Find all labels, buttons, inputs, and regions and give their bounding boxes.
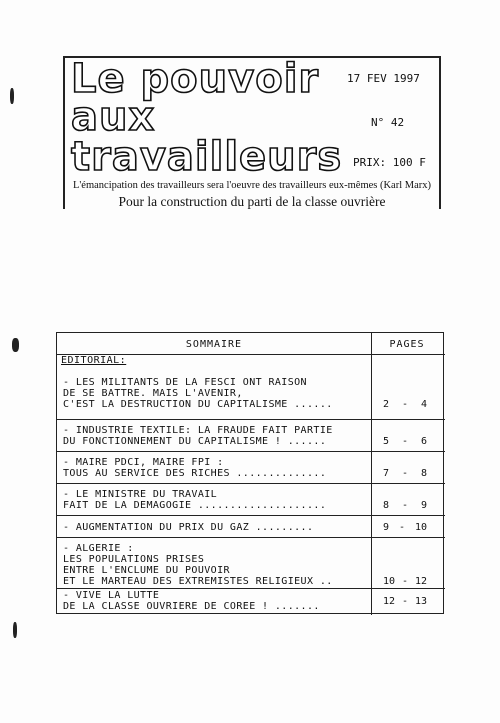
title-line-1: Le pouvoir (71, 56, 320, 102)
toc-entry-pages (371, 522, 443, 533)
issue-date: 17 FEV 1997 (347, 72, 420, 85)
motto: L'émancipation des travailleurs sera l'oeuvre des travailleurs eux-mêmes (Karl Marx) (72, 180, 431, 191)
toc-entry-pages (371, 399, 443, 410)
table-of-contents (56, 332, 444, 614)
page-end: 4 (420, 399, 427, 410)
page-dash: - (401, 576, 409, 587)
scan-speck (12, 338, 19, 352)
title-line-2: aux (71, 94, 156, 140)
entry-separator (57, 451, 445, 452)
issue-price: PRIX: 100 F (353, 156, 426, 169)
toc-entry-text: - MAIRE PDCI, MAIRE FPI : TOUS AU SERVICE DES RICHES .............. (63, 457, 327, 479)
scan-speck (13, 622, 17, 638)
toc-header-pages: PAGES (389, 339, 425, 350)
page-end: 9 (420, 500, 427, 511)
entry-separator (57, 537, 445, 538)
page-start: 8 (383, 500, 390, 511)
entry-separator (57, 588, 445, 589)
toc-entry-pages (371, 576, 443, 587)
newspaper-title (65, 56, 343, 180)
toc-header (57, 333, 445, 355)
page-dash: - (401, 399, 409, 410)
masthead (63, 56, 441, 209)
toc-entry-text: - LES MILITANTS DE LA FESCI ONT RAISON DE SE BATTRE. MAIS L'AVENIR, C'EST LA DESTRUCTION DU CAPITALISME ...... (63, 377, 333, 410)
toc-entry-text: - INDUSTRIE TEXTILE: LA FRAUDE FAIT PARTIE DU FONCTIONNEMENT DU CAPITALISME ! ...... (63, 425, 333, 447)
page-start: 5 (383, 436, 390, 447)
subtitle: Pour la construction du parti de la classe ouvrière (118, 194, 386, 209)
entry-separator (57, 483, 445, 484)
toc-entry-pages (371, 500, 443, 511)
issue-info (347, 58, 439, 180)
page-start: 10 (383, 576, 396, 587)
issue-number: N° 42 (371, 116, 405, 129)
page-dash: - (401, 468, 409, 479)
title-line-3: travailleurs (71, 134, 343, 180)
page-dash: - (401, 500, 409, 511)
toc-entry-pages (371, 596, 443, 607)
toc-entry-pages (371, 468, 443, 479)
scan-speck (10, 88, 14, 104)
page-end: 12 (414, 576, 427, 587)
toc-entry-text: - AUGMENTATION DU PRIX DU GAZ ......... (63, 522, 314, 533)
toc-entry-text: - ALGERIE : LES POPULATIONS PRISES ENTRE L'ENCLUME DU POUVOIR ET LE MARTEAU DES EXTREMISTES RELIGIEUX .. (63, 543, 333, 587)
toc-entry-text: - LE MINISTRE DU TRAVAIL FAIT DE LA DEMAGOGIE .................... (63, 489, 327, 511)
toc-entry-text: - VIVE LA LUTTE DE LA CLASSE OUVRIERE DE COREE ! ....... (63, 590, 320, 612)
page-start: 7 (383, 468, 390, 479)
entry-separator (57, 515, 445, 516)
toc-entry-pages (371, 436, 443, 447)
page-end: 6 (420, 436, 427, 447)
entry-separator (57, 419, 445, 420)
page-end: 13 (414, 596, 427, 607)
page-start: 9 (383, 522, 390, 533)
page-end: 10 (414, 522, 427, 533)
toc-header-sommaire: SOMMAIRE (185, 339, 243, 350)
page-dash: - (401, 596, 409, 607)
page-end: 8 (420, 468, 427, 479)
editorial-label: EDITORIAL: (61, 355, 127, 366)
page-dash: - (401, 436, 409, 447)
page-start: 12 (383, 596, 396, 607)
page-start: 2 (383, 399, 390, 410)
page-dash: - (398, 522, 405, 533)
